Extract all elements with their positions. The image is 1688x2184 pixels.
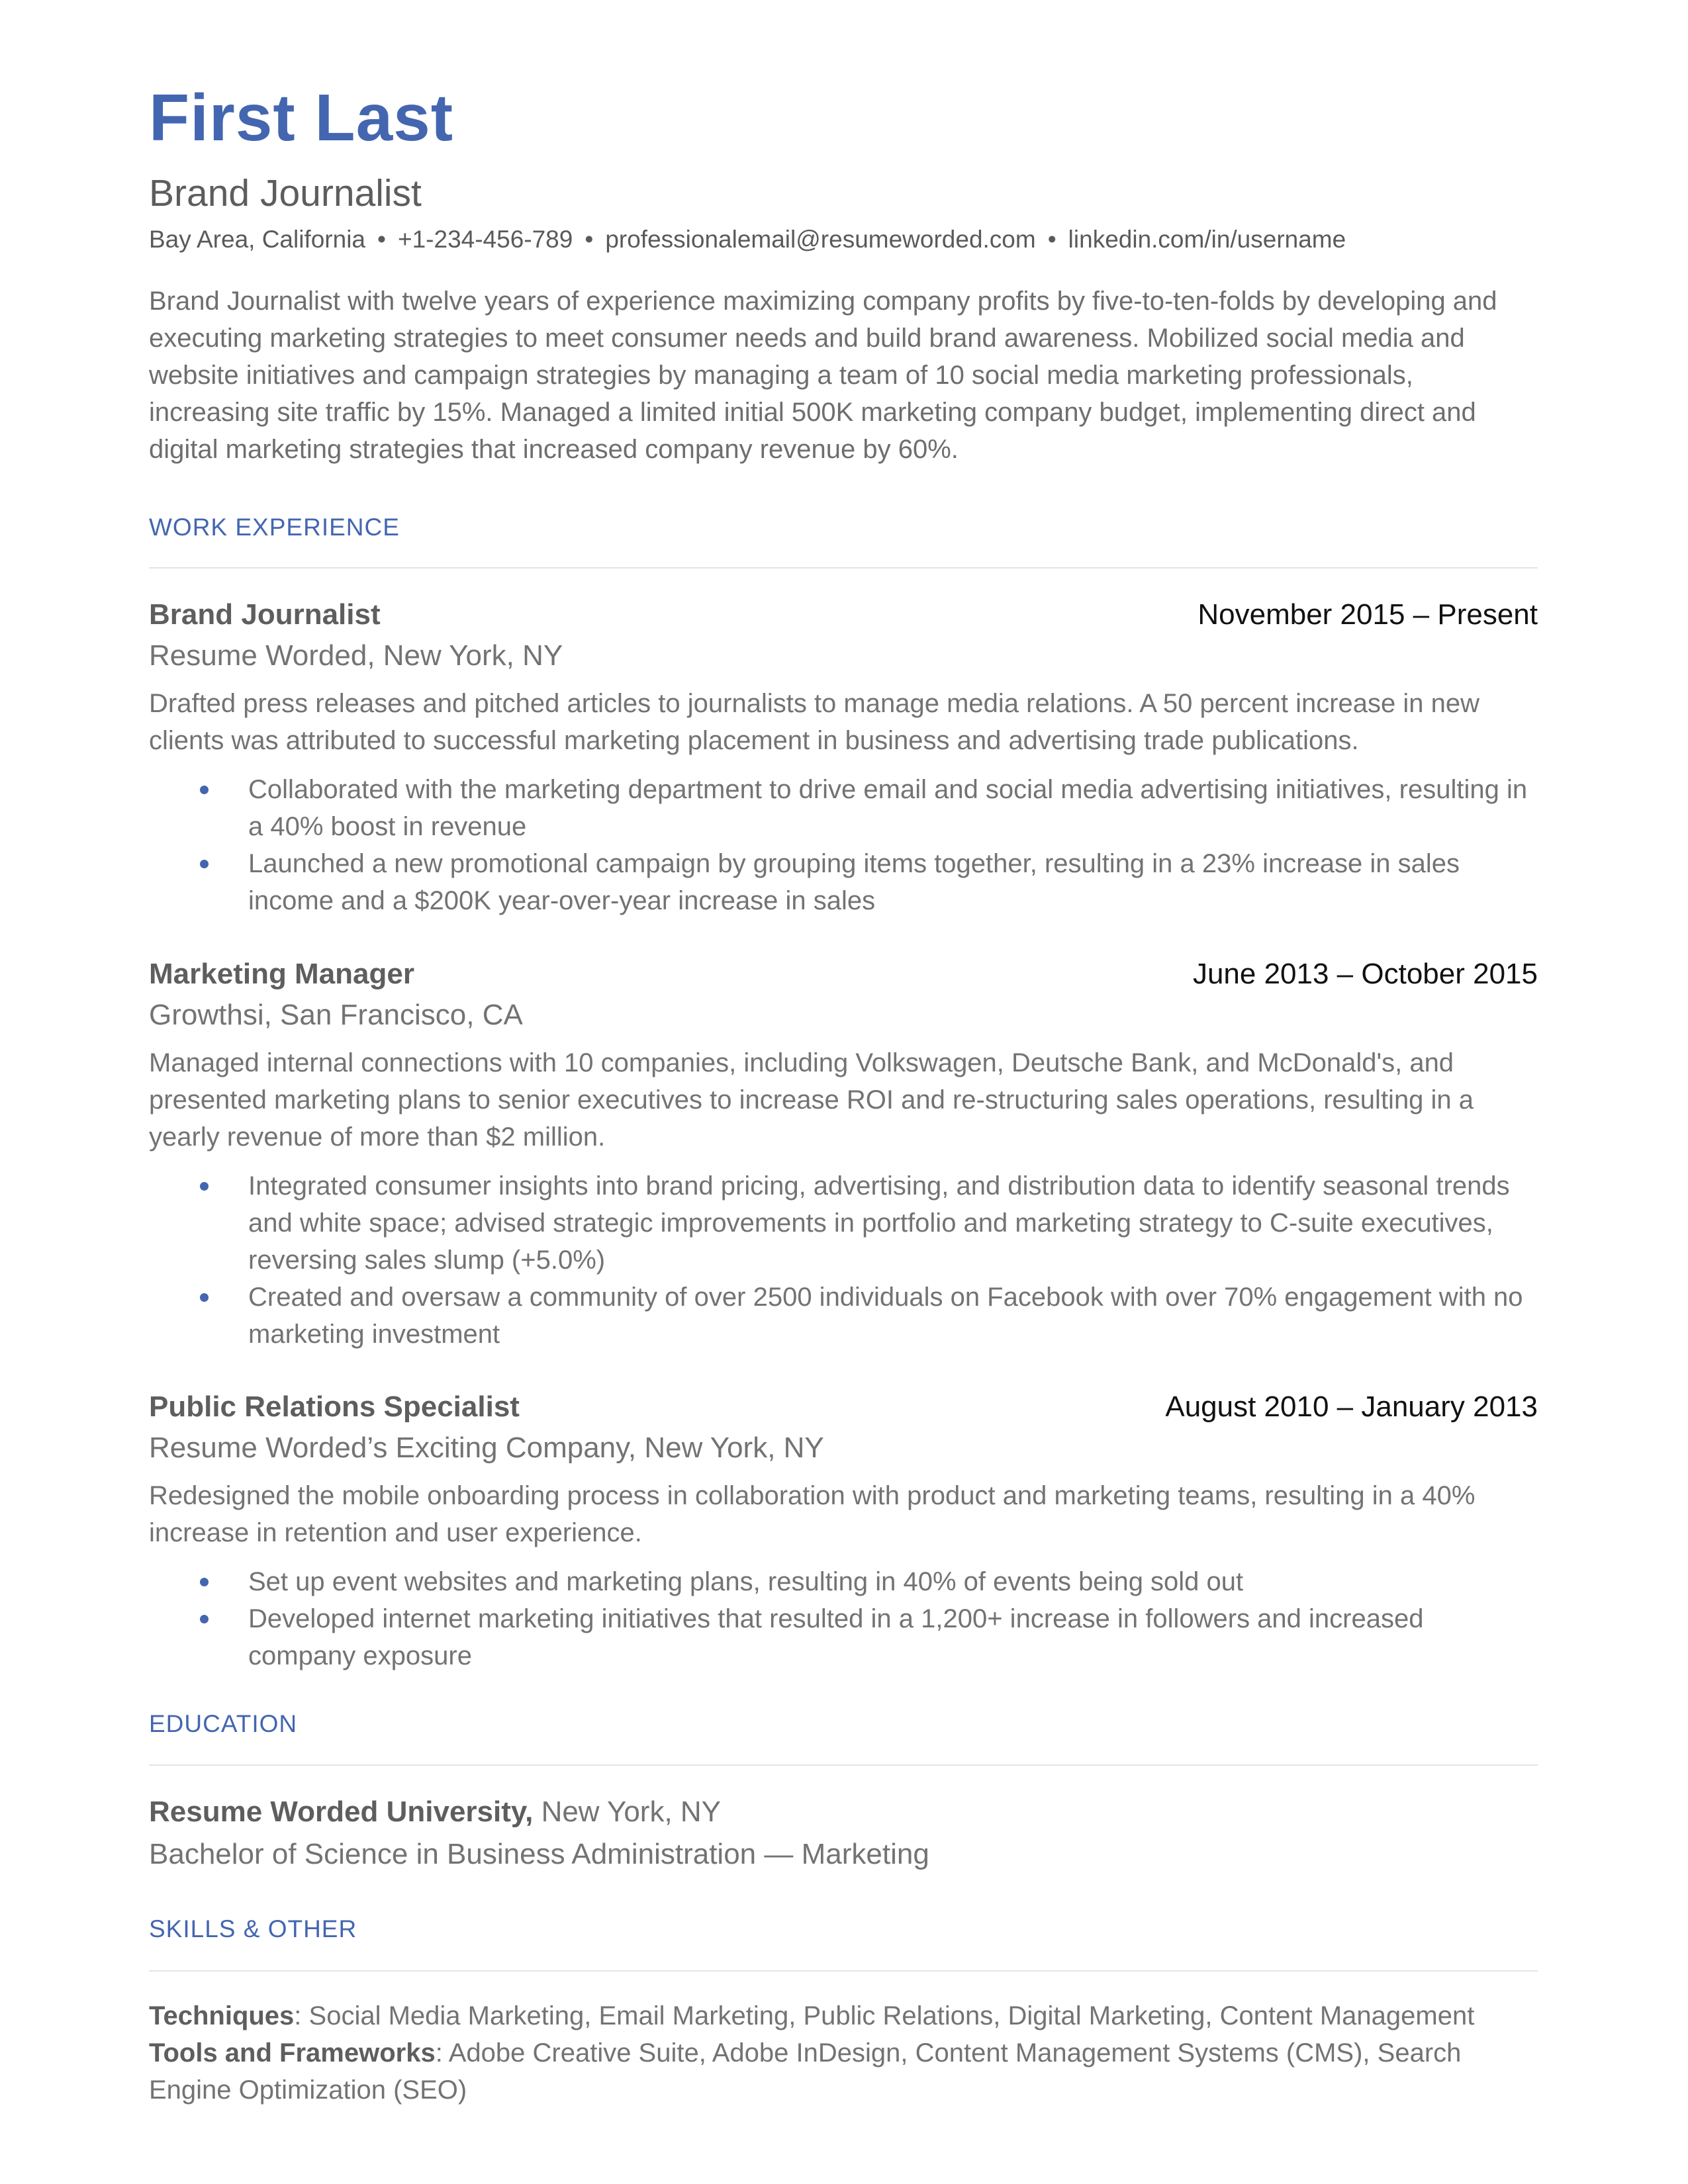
candidate-name: First Last [149,81,454,155]
job-title: Brand Journalist [149,598,381,631]
section-divider [149,567,1538,569]
job-company: Resume Worded, New York, NY [149,639,563,672]
skills-row [149,2034,1538,2109]
job-title: Marketing Manager [149,958,414,990]
bullet-item [149,1279,1538,1353]
bullet-dot-icon [200,1578,209,1586]
bullet-item [149,1600,1538,1674]
skills-value: : Social Media Marketing, Email Marketing, Public Relations, Digital Marketing, Content Management [294,2001,1475,2030]
job-entry [149,1392,1538,1674]
separator-dot: • [377,226,386,253]
bullet-item [149,845,1538,919]
education-school-line [149,1797,721,1827]
education-degree: Bachelor of Science in Business Administration — Marketing [149,1838,929,1870]
bullet-dot-icon [200,1182,209,1191]
contact-phone: +1-234-456-789 [397,226,573,253]
contact-line [149,227,1346,251]
skills-value: : Adobe Creative Suite, Adobe InDesign, Content Management Systems (CMS), Search Engine Optimization (SEO) [149,2038,1462,2105]
section-divider [149,1970,1538,1972]
job-entry [149,960,1538,1353]
job-company: Resume Worded’s Exciting Company, New York, NY [149,1432,824,1464]
bullet-text: Developed internet marketing initiatives that resulted in a 1,200+ increase in followers and increased company exposure [248,1604,1424,1670]
bullet-text: Created and oversaw a community of over 2500 individuals on Facebook with over 70% engagement with no marketing investment [248,1283,1523,1349]
bullet-item [149,1167,1538,1279]
section-heading-work: WORK EXPERIENCE [149,514,400,541]
skills-label: Techniques [149,2001,295,2030]
bullet-item [149,771,1538,845]
section-heading-skills: SKILLS & OTHER [149,1915,357,1942]
bullet-text: Set up event websites and marketing plans, resulting in 40% of events being sold out [248,1567,1244,1596]
job-dates: June 2013 – October 2015 [1192,958,1538,990]
summary-paragraph: Brand Journalist with twelve years of experience maximizing company profits by five-to-ten-folds by developing and executing marketing strategies to meet consumer needs and build brand awareness. Mobilized social media and website initiatives and campaign strategies by managing a team of 10 social media marketing professionals, increasing site traffic by 15%. Managed a limited initial 500K marketing company budget, implementing direct and digital marketing strategies that increased company revenue by 60%. [149,287,1497,464]
job-bullets [149,1167,1538,1353]
bullet-dot-icon [200,1293,209,1302]
job-bullets [149,1563,1538,1674]
job-bullets [149,771,1538,919]
education-location: New York, NY [541,1796,722,1828]
job-description: Managed internal connections with 10 companies, including Volkswagen, Deutsche Bank, and McDonald's, and presented marketing plans to senior executives to increase ROI and re-structuring sales operations, resulting in a yearly revenue of more than $2 million. [149,1048,1474,1152]
bullet-text: Collaborated with the marketing department to drive email and social media advertising initiatives, resulting in a 40% boost in revenue [248,775,1528,841]
section-divider [149,1764,1538,1766]
skills-label: Tools and Frameworks [149,2038,436,2068]
job-dates: November 2015 – Present [1197,598,1538,631]
contact-linkedin[interactable]: linkedin.com/in/username [1068,226,1346,253]
bullet-dot-icon [200,786,209,794]
section-heading-education: EDUCATION [149,1710,298,1737]
skills-block [149,1997,1538,2109]
bullet-item [149,1563,1538,1600]
separator-dot: • [1047,226,1056,253]
skills-row [149,1997,1538,2034]
bullet-dot-icon [200,860,209,868]
bullet-text: Integrated consumer insights into brand pricing, advertising, and distribution data to identify seasonal trends and white space; advised strategic improvements in portfolio and marketing strategy to C-suite executives, reversing sales slump (+5.0%) [248,1171,1510,1275]
job-entry [149,600,1538,919]
job-description: Drafted press releases and pitched articles to journalists to manage media relations. A 50 percent increase in new clients was attributed to successful marketing placement in business and advertising trade publications. [149,689,1479,755]
job-company: Growthsi, San Francisco, CA [149,999,523,1031]
separator-dot: • [585,226,594,253]
bullet-dot-icon [200,1615,209,1623]
job-description: Redesigned the mobile onboarding process in collaboration with product and marketing teams, resulting in a 40% increase in retention and user experience. [149,1481,1476,1547]
contact-email[interactable]: professionalemail@resumeworded.com [605,226,1036,253]
job-dates: August 2010 – January 2013 [1165,1390,1538,1423]
candidate-title: Brand Journalist [149,172,422,214]
bullet-text: Launched a new promotional campaign by grouping items together, resulting in a 23% increase in sales income and a $200K year-over-year increase in sales [248,849,1460,915]
contact-location: Bay Area, California [149,226,366,253]
job-title: Public Relations Specialist [149,1390,520,1423]
education-school: Resume Worded University, [149,1796,534,1828]
